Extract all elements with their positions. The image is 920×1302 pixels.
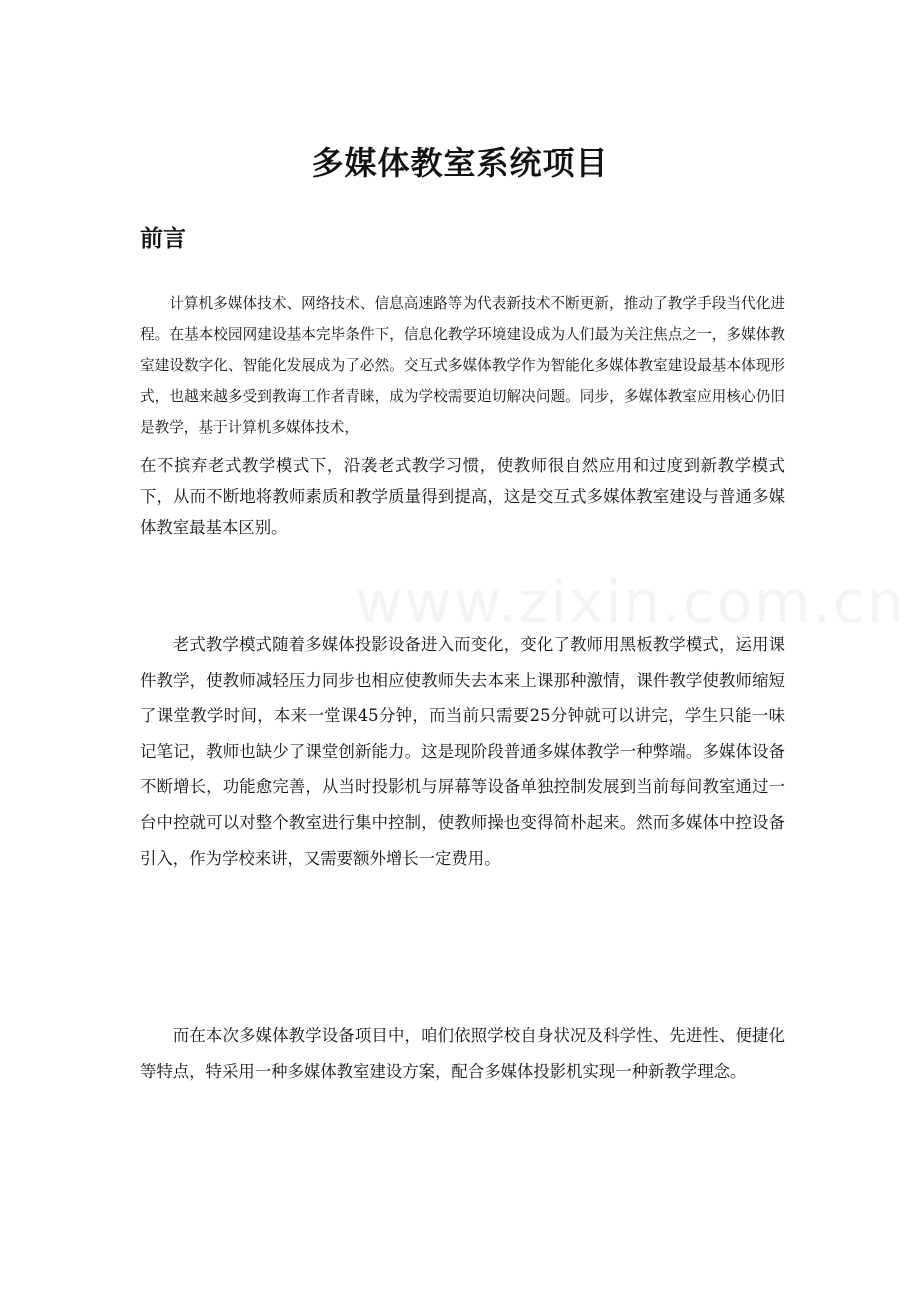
paragraph-2: 老式教学模式随着多媒体投影设备进入而变化，变化了教师用黑板教学模式，运用课件教学，使教师减轻压力同步也相应使教师失去本来上课那种激情，课件教学使教师缩短了课堂教学时间，本来一堂课45分钟，而当前只需要25分钟就可以讲完，学生只能一味记笔记，教师也缺少了课堂创新能力。这是现阶段普通多媒体教学一种弊端。多媒体设备不断增长，功能愈完善，从当时投影机与屏幕等设备单独控制发展到当前每间教室通过一台中控就可以对整个教室进行集中控制，使教师操也变得简朴起来。然而多媒体中控设备引入，作为学校来讲，又需要额外增长一定费用。 (140, 635, 785, 868)
paragraph-3: 而在本次多媒体教学设备项目中，咱们依照学校自身状况及科学性、先进性、便捷化等特点，特采用一种多媒体教室建设方案，配合多媒体投影机实现一种新教学理念。 (140, 1026, 785, 1081)
paragraph-1-part-2: 在不摈弃老式教学模式下，沿袭老式教学习惯，使教师很自然应用和过度到新教学模式下，从而不断地将教师素质和教学质量得到提高，这是交互式多媒体教室建设与普通多媒体教室最基本区别。 (140, 456, 785, 537)
document-title: 多媒体教室系统项目 (311, 144, 609, 182)
watermark: www.zixin.com.cn (355, 568, 906, 636)
paragraph-1-part-1: 计算机多媒体技术、网络技术、信息高速路等为代表新技术不断更新，推动了教学手段当代化进程。在基本校园网建设基本完毕条件下，信息化教学环境建设成为人们最为关注焦点之一，多媒体教室建设数字化、智能化发展成为了必然。交互式多媒体教学作为智能化多媒体教室建设最基本体现形式，也越来越多受到教诲工作者青睐，成为学校需要迫切解决问题。同步，多媒体教室应用核心仍旧是教学，基于计算机多媒体技术， (140, 295, 785, 436)
section-heading: 前言 (140, 225, 186, 252)
